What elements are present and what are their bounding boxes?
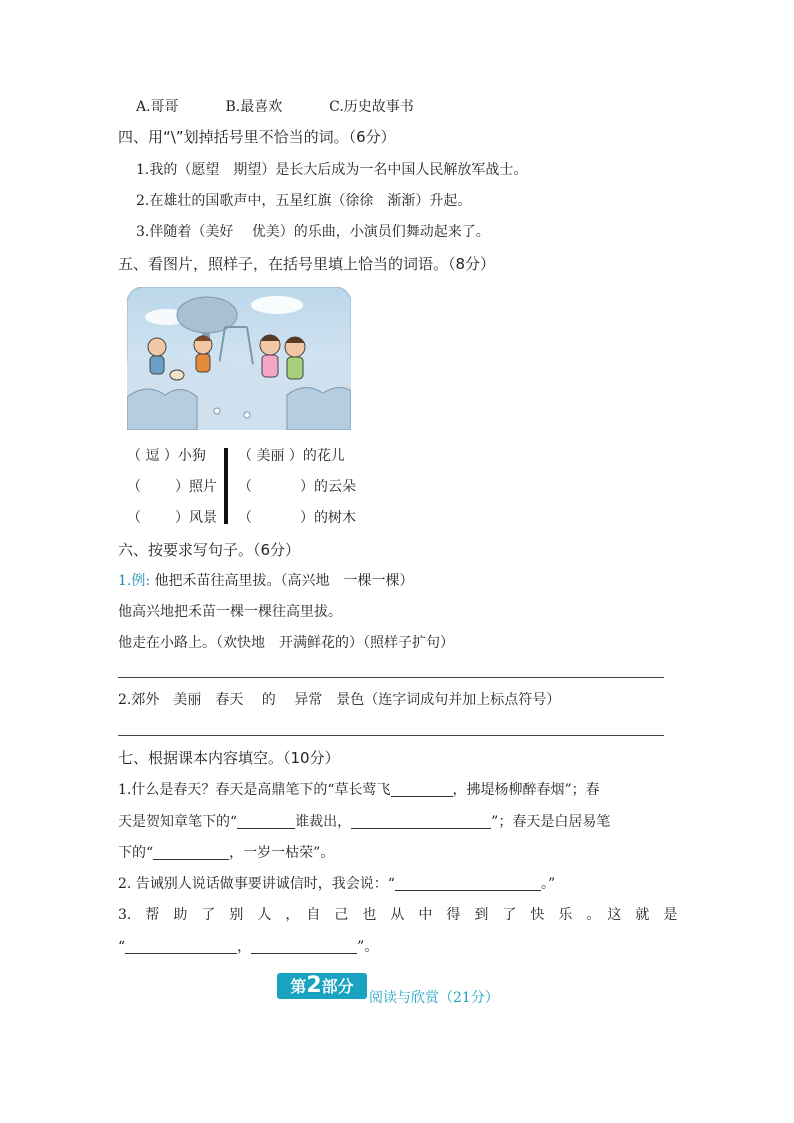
section7-q1-c: 天是贺知章笔下的“ <box>118 814 238 830</box>
section6-q1-num: 1. <box>118 573 132 589</box>
part2-badge-pre: 第 <box>290 977 307 996</box>
blank-4[interactable] <box>153 843 229 860</box>
blank-5[interactable] <box>395 874 541 891</box>
section7-q1-g: ，一岁一枯荣”。 <box>229 845 335 861</box>
blank-3[interactable] <box>351 812 491 829</box>
part2-badge-post: 部分 <box>321 977 354 996</box>
section6-q2: 2.郊外 美丽 春天 的 异常 景色（连字词成句并加上标点符号） <box>118 692 561 708</box>
section6-q1-example-text: 他把禾苗往高里拔。（高兴地 一棵一棵） <box>154 573 414 589</box>
section7-q2 <box>118 874 555 894</box>
option-b: B.最喜欢 <box>225 99 283 115</box>
fill-left-2-word: 照片 <box>189 479 217 495</box>
section6-title: 六、按要求写句子。（6分） <box>118 541 301 559</box>
answer-line-2[interactable] <box>118 735 664 736</box>
fill-right-2-word: 的云朵 <box>314 479 356 495</box>
section7-q2-b: 。” <box>540 876 556 892</box>
option-c: C.历史故事书 <box>329 99 414 115</box>
section7-q1-f: 下的“ <box>118 845 154 861</box>
section7-q1-line3 <box>118 843 334 863</box>
section7-q3-b: “ <box>118 939 126 955</box>
section7-q1-line1 <box>118 780 600 800</box>
fill-left-1-word: 小狗 <box>177 448 206 464</box>
section4-item-2: 2.在雄壮的国歌声中，五星红旗（徐徐 渐渐）升起。 <box>136 193 472 209</box>
section7-q3-line1: 3. 帮 助 了 别 人 ， 自 己 也 从 中 得 到 了 快 乐 。 这 就 是 <box>118 907 678 923</box>
section7-q1-line2 <box>118 812 610 832</box>
section7-q3-line2 <box>118 937 378 957</box>
fill-left-1: （ 逗 ）小狗 <box>127 448 206 464</box>
section7-q1-d: 谁裁出， <box>295 814 352 830</box>
options-line <box>136 97 414 117</box>
fill-right-1-word: 的花儿 <box>302 448 345 464</box>
fill-left-1-answer: 逗 <box>145 448 160 464</box>
fill-right-1-answer: 美丽 <box>256 448 285 464</box>
section7-title: 七、根据课本内容填空。（10分） <box>118 749 340 767</box>
section7-q1-b: ，拂堤杨柳醉春烟”；春 <box>452 782 600 798</box>
fill-right-2[interactable]: （ ）的云朵 <box>238 479 356 495</box>
fill-left-3-word: 风景 <box>189 510 217 526</box>
column-divider <box>224 448 228 524</box>
part2-badge-num: 2 <box>306 973 322 998</box>
section5-title: 五、看图片，照样子，在括号里填上恰当的词语。（8分） <box>118 255 496 273</box>
section6-q1-answer: 他高兴地把禾苗一棵一棵往高里拔。 <box>118 604 342 620</box>
fill-right-3[interactable]: （ ）的树木 <box>238 510 356 526</box>
blank-6[interactable] <box>125 937 237 954</box>
section4-title: 四、用“\”划掉括号里不恰当的词。（6分） <box>118 128 396 146</box>
section6-q1-label: 例: <box>131 573 151 589</box>
fill-left-2[interactable]: （ ）照片 <box>127 479 217 495</box>
section7-q3-c: ， <box>237 939 252 955</box>
section7-q1-a: 1.什么是春天？春天是高鼎笔下的“草长莺飞 <box>118 782 391 798</box>
fill-right-3-word: 的树木 <box>314 510 356 526</box>
answer-line-1[interactable] <box>118 677 664 678</box>
section4-item-3: 3.伴随着（美好 优美）的乐曲，小演员们舞动起来了。 <box>136 224 490 240</box>
blank-7[interactable] <box>251 937 357 954</box>
part2-title: 阅读与欣赏（21分） <box>369 990 499 1006</box>
fill-right-1: （ 美丽 ）的花儿 <box>238 448 345 464</box>
part2-badge <box>277 973 367 999</box>
section7-q1-e: ”；春天是白居易笔 <box>491 814 611 830</box>
section6-q1-task: 他走在小路上。（欢快地 开满鲜花的）（照样子扩句） <box>118 635 454 651</box>
option-a: A.哥哥 <box>136 99 179 115</box>
children-park-illustration <box>127 287 351 430</box>
section6-q1-example <box>118 571 414 591</box>
section7-q2-a: 2. 告诫别人说话做事要讲诚信时，我会说：“ <box>118 876 395 892</box>
section7-q3-d: ”。 <box>357 939 379 955</box>
blank-2[interactable] <box>237 812 295 829</box>
blank-1[interactable] <box>391 780 453 797</box>
fill-left-3[interactable]: （ ）风景 <box>127 510 217 526</box>
section4-item-1: 1.我的（愿望 期望）是长大后成为一名中国人民解放军战士。 <box>136 162 528 178</box>
